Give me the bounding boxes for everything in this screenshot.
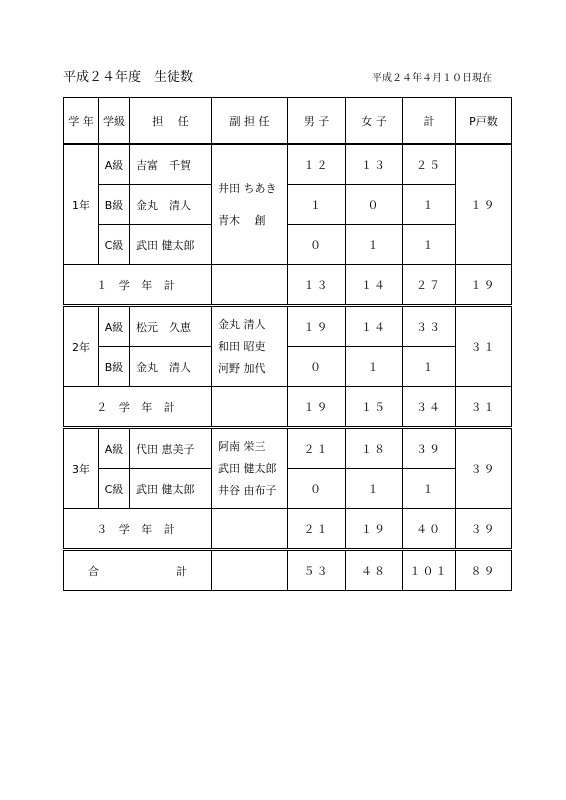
header-girls: 女 子 bbox=[346, 98, 403, 145]
sub-teacher-name: 金丸 清人 bbox=[218, 317, 266, 331]
boys-cell: ５３ bbox=[288, 550, 346, 591]
class-cell: B級 bbox=[99, 347, 130, 387]
total-cell: １ bbox=[403, 185, 456, 225]
boys-cell: ２１ bbox=[288, 509, 346, 550]
girls-cell: １３ bbox=[346, 144, 403, 185]
empty-cell bbox=[212, 265, 288, 306]
boys-cell: ０ bbox=[288, 347, 346, 387]
grand-total-row bbox=[64, 550, 512, 591]
girls-cell: ０ bbox=[346, 185, 403, 225]
header-grade: 学 年 bbox=[64, 98, 99, 145]
total-cell: １０１ bbox=[403, 550, 456, 591]
sub-teacher-name: 和田 昭吏 bbox=[218, 339, 266, 353]
header-households: P戸数 bbox=[456, 98, 512, 145]
table-row bbox=[64, 469, 512, 509]
girls-cell: １ bbox=[346, 225, 403, 265]
grand-total-label bbox=[64, 550, 212, 591]
class-cell: A級 bbox=[99, 144, 130, 185]
households-cell: ３１ bbox=[456, 387, 512, 428]
total-cell: ３３ bbox=[403, 306, 456, 347]
total-cell: １ bbox=[403, 469, 456, 509]
class-cell: C級 bbox=[99, 225, 130, 265]
grade-label: 1年 bbox=[64, 144, 99, 265]
total-cell: １ bbox=[403, 225, 456, 265]
girls-cell: １８ bbox=[346, 428, 403, 469]
as-of-date: 平成２４年４月１０日現在 bbox=[372, 73, 492, 84]
boys-cell: １３ bbox=[288, 265, 346, 306]
boys-cell: １２ bbox=[288, 144, 346, 185]
total-cell: ３９ bbox=[403, 428, 456, 469]
households-cell: １９ bbox=[456, 144, 512, 265]
girls-cell: １ bbox=[346, 469, 403, 509]
sub-teacher-name: 井田 ちあき bbox=[218, 181, 277, 195]
girls-cell: １９ bbox=[346, 509, 403, 550]
table-row bbox=[64, 347, 512, 387]
total-cell: ３４ bbox=[403, 387, 456, 428]
boys-cell: ０ bbox=[288, 469, 346, 509]
grand-total-label-b: 計 bbox=[176, 564, 187, 578]
girls-cell: ４８ bbox=[346, 550, 403, 591]
header-row bbox=[64, 98, 512, 145]
table-row bbox=[64, 306, 512, 347]
sub-teacher-name: 青木 創 bbox=[218, 213, 266, 227]
girls-cell: １４ bbox=[346, 306, 403, 347]
boys-cell: ２１ bbox=[288, 428, 346, 469]
total-cell: ２７ bbox=[403, 265, 456, 306]
total-cell: ２５ bbox=[403, 144, 456, 185]
grand-total-label-a: 合 bbox=[88, 564, 99, 578]
households-cell: １９ bbox=[456, 265, 512, 306]
class-cell: C級 bbox=[99, 469, 130, 509]
sub-teacher-cell bbox=[212, 428, 288, 509]
households-cell: ３９ bbox=[456, 428, 512, 509]
boys-cell: ０ bbox=[288, 225, 346, 265]
header-sub-teacher: 副 担 任 bbox=[212, 98, 288, 145]
table-row bbox=[64, 185, 512, 225]
teacher-cell: 松元 久恵 bbox=[130, 306, 212, 347]
sub-teacher-name: 井谷 由布子 bbox=[218, 483, 277, 497]
sub-teacher-cell bbox=[212, 306, 288, 387]
teacher-cell: 金丸 清人 bbox=[130, 185, 212, 225]
student-count-table bbox=[63, 97, 512, 591]
table-row bbox=[64, 428, 512, 469]
teacher-cell: 武田 健太郎 bbox=[130, 225, 212, 265]
class-cell: A級 bbox=[99, 428, 130, 469]
boys-cell: １ bbox=[288, 185, 346, 225]
grade-label: 3年 bbox=[64, 428, 99, 509]
subtotal-row bbox=[64, 387, 512, 428]
boys-cell: １９ bbox=[288, 306, 346, 347]
subtotal-row bbox=[64, 265, 512, 306]
sub-teacher-cell bbox=[212, 144, 288, 265]
teacher-cell: 代田 恵美子 bbox=[130, 428, 212, 469]
empty-cell bbox=[212, 509, 288, 550]
subtotal-label: １ 学 年 計 bbox=[64, 265, 212, 306]
subtotal-row bbox=[64, 509, 512, 550]
girls-cell: １ bbox=[346, 347, 403, 387]
header-total: 計 bbox=[403, 98, 456, 145]
girls-cell: １４ bbox=[346, 265, 403, 306]
sub-teacher-name: 武田 健太郎 bbox=[218, 461, 277, 475]
subtotal-label: ２ 学 年 計 bbox=[64, 387, 212, 428]
sub-teacher-name: 阿南 栄三 bbox=[218, 439, 266, 453]
table-row bbox=[64, 225, 512, 265]
households-cell: ８９ bbox=[456, 550, 512, 591]
sub-teacher-name: 河野 加代 bbox=[218, 361, 266, 375]
class-cell: B級 bbox=[99, 185, 130, 225]
households-cell: ３１ bbox=[456, 306, 512, 387]
total-cell: ４０ bbox=[403, 509, 456, 550]
grade-label: 2年 bbox=[64, 306, 99, 387]
table-row bbox=[64, 144, 512, 185]
teacher-cell: 武田 健太郎 bbox=[130, 469, 212, 509]
header-class: 学級 bbox=[99, 98, 130, 145]
boys-cell: １９ bbox=[288, 387, 346, 428]
empty-cell bbox=[212, 550, 288, 591]
header-teacher: 担 任 bbox=[130, 98, 212, 145]
girls-cell: １５ bbox=[346, 387, 403, 428]
class-cell: A級 bbox=[99, 306, 130, 347]
empty-cell bbox=[212, 387, 288, 428]
page-title: 平成２４年度 生徒数 bbox=[63, 70, 194, 85]
teacher-cell: 金丸 清人 bbox=[130, 347, 212, 387]
subtotal-label: ３ 学 年 計 bbox=[64, 509, 212, 550]
header-boys: 男 子 bbox=[288, 98, 346, 145]
teacher-cell: 吉富 千賀 bbox=[130, 144, 212, 185]
total-cell: １ bbox=[403, 347, 456, 387]
households-cell: ３９ bbox=[456, 509, 512, 550]
